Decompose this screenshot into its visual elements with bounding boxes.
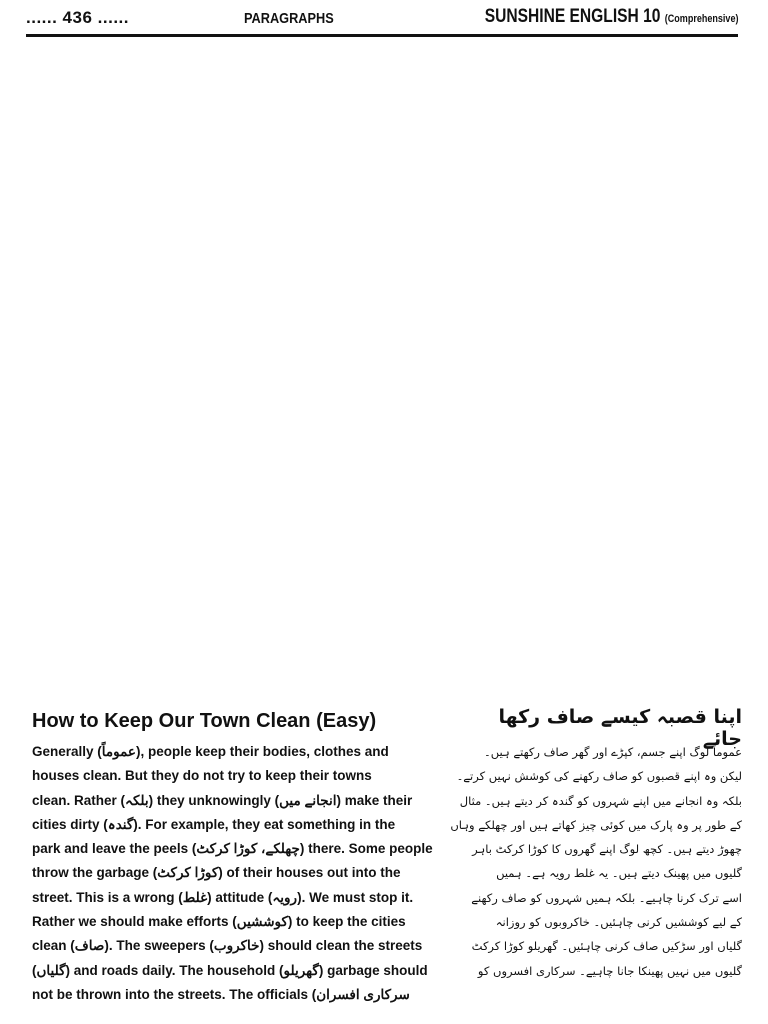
english-line: Rather we should make efforts (کوششیں) to keep the cities (32, 914, 406, 930)
english-line: clean (صاف). The sweepers (خاکروب) should clean the streets (32, 938, 423, 954)
english-line: clean. Rather (بلکہ) they unknowingly (انجانے میں) make their (32, 792, 413, 808)
urdu-line: گلیوں میں پھینک دیتے ہیں۔ یہ غلط رویہ ہے۔ ہمیں (496, 866, 742, 881)
english-line: cities dirty (گندہ). For example, they eat something in the (32, 816, 396, 832)
urdu-line: گلیاں اور سڑکیں صاف کرنی چاہئیں۔ گھریلو کوڑا کرکٹ (471, 939, 742, 954)
english-paragraph (32, 740, 478, 1007)
urdu-line: کے طور پر وہ پارک میں کوئی چیز کھاتے ہیں اور چھلکے وہاں (450, 817, 742, 832)
english-line: street. This is a wrong (غلط) attitude (رویہ). We must stop it. (32, 889, 414, 905)
english-line: throw the garbage (کوڑا کرکٹ) of their houses out into the (32, 865, 401, 881)
urdu-translation (450, 740, 742, 983)
book-title-main: SUNSHINE ENGLISH 10 (484, 6, 660, 27)
urdu-line: کے لیے کوششیں کرنی چاہئیں۔ خاکروبوں کو روزانہ (495, 915, 742, 930)
urdu-line: چھوڑ دیتے ہیں۔ کچھ لوگ اپنے گھروں کا کوڑا کرکٹ باہر (472, 842, 742, 857)
urdu-paragraph-title: اپنا قصبہ کیسے صاف رکھا جائے (498, 706, 742, 750)
page-number: ...... 436 ...... (26, 8, 129, 27)
book-subtitle: (Comprehensive) (664, 13, 738, 25)
urdu-line: گلیوں میں نہیں پھینکا جانا چاہیے۔ سرکاری افسروں کو (477, 963, 742, 978)
english-line: (گلیاں) and roads daily. The household (گھریلو) garbage should (32, 962, 428, 978)
page-header (26, 6, 738, 37)
english-paragraph-title: How to Keep Our Town Clean (Easy) (32, 710, 377, 732)
running-head: PARAGRAPHS (244, 10, 334, 27)
blank-page-area (26, 40, 738, 700)
urdu-line: لیکن وہ اپنے قصبوں کو صاف رکھنے کی کوشش نہیں کرتے۔ (456, 769, 742, 784)
english-line: park and leave the peels (چھلکے، کوڑا کرکٹ) there. Some people (32, 841, 433, 857)
urdu-line: عموماً لوگ اپنے جسم، کپڑے اور گھر صاف رکھتے ہیں۔ (484, 745, 742, 759)
urdu-line: اسے ترک کرنا چاہیے۔ بلکہ ہمیں شہروں کو صاف رکھنے (471, 890, 742, 905)
english-line: not be thrown into the streets. The officials (سرکاری افسران (32, 986, 410, 1002)
book-title (484, 6, 738, 28)
urdu-line: بلکہ وہ انجانے میں اپنے شہروں کو گندہ کر دیتے ہیں۔ مثال (459, 793, 742, 808)
english-line: Generally (عموماً), people keep their bodies, clothes and (32, 744, 389, 759)
english-line: houses clean. But they do not try to keep their towns (32, 768, 372, 784)
